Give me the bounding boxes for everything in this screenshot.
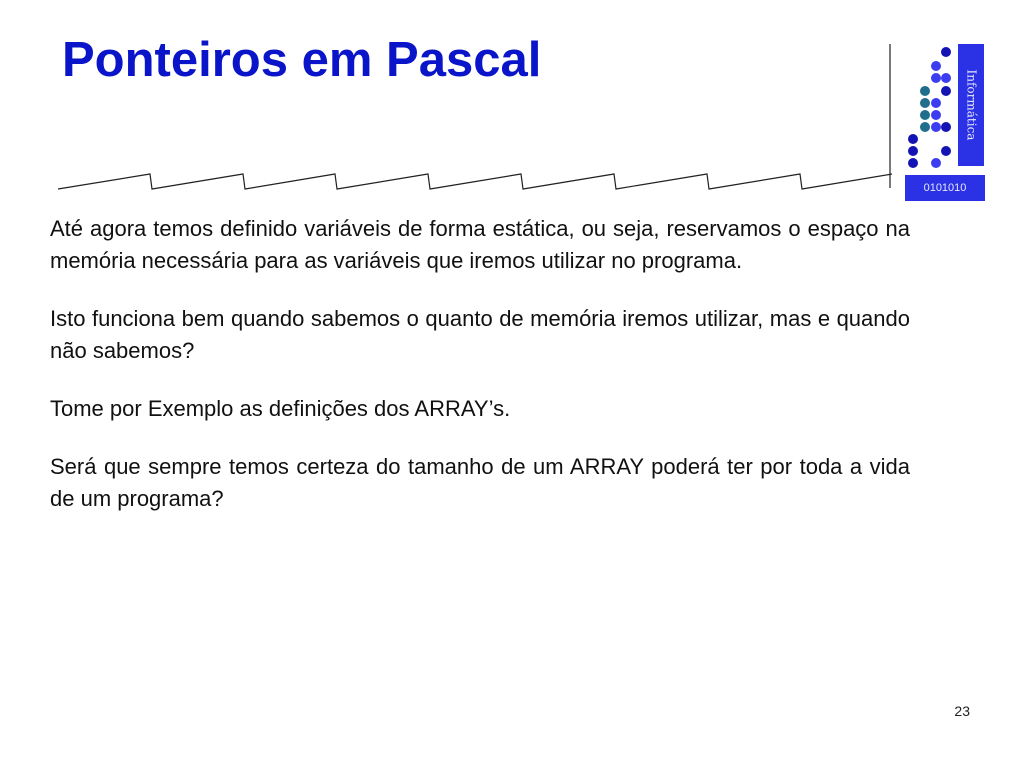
paragraph-4: Será que sempre temos certeza do tamanho de um ARRAY poderá ter por toda a vida de um programa? [50, 454, 910, 511]
logo-binary-label: 0101010 [905, 175, 985, 201]
page-number: 23 [954, 703, 970, 719]
paragraph-3: Tome por Exemplo as definições dos ARRAY’s. [50, 396, 511, 421]
logo-bar-label: Informática [964, 69, 979, 141]
slide-body [50, 213, 910, 541]
slide-title: Ponteiros em Pascal [62, 33, 542, 87]
paragraph-2: Isto funciona bem quando sabemos o quanto de memória iremos utilizar, mas e quando não sabemos? [50, 306, 910, 363]
logo-bar-label-wrapper [958, 44, 984, 166]
decorative-divider-line [0, 0, 1024, 215]
paragraph-1: Até agora temos definido variáveis de forma estática, ou seja, reservamos o espaço na memória necessária para as variáveis que iremos utilizar no programa. [50, 216, 910, 273]
